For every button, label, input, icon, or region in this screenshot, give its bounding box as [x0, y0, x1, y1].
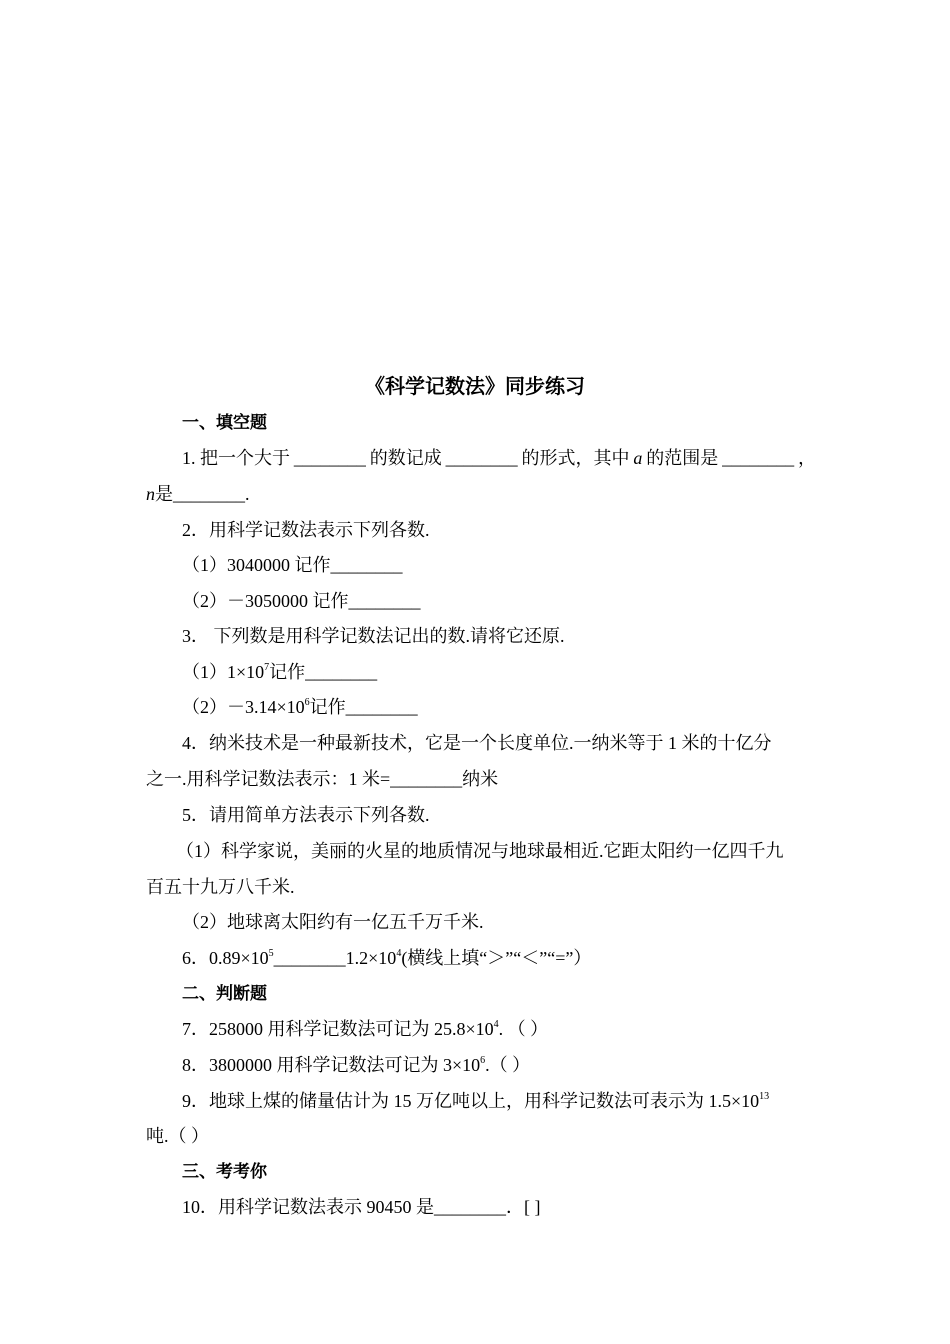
question-3-stem: 3． 下列数是用科学记数法记出的数.请将它还原.	[182, 626, 565, 646]
question-4-line-2: 之一.用科学记数法表示：1 米=________纳米	[146, 769, 499, 789]
question-10: 10．用科学记数法表示 90450 是________．[ ]	[182, 1197, 541, 1217]
question-6: 6．$0.89\times 10^5\_\_\_\_\_\_\_\_1.2\times 10^4$(横线上填“＞”“＜”“=”）	[182, 948, 592, 968]
question-3-item-1: $(1)1\times 10^7$记作________	[182, 662, 378, 682]
question-7: 7．258000 用科学记数法可记为 $25.8\times 10^4$. （ ）	[182, 1019, 549, 1039]
section-heading-challenge: 三、考考你	[182, 1162, 267, 1182]
question-1-line-2: n是________.	[146, 484, 250, 504]
question-8: 8．3800000 用科学记数法可记为 $3\times 10^6$.（ ）	[182, 1055, 531, 1075]
section-heading-fill-blank: 一、填空题	[182, 413, 267, 433]
question-9-line-2: 吨.（ ）	[146, 1126, 209, 1146]
question-2-stem: 2．用科学记数法表示下列各数.	[182, 520, 430, 540]
question-5-stem: 5．请用简单方法表示下列各数.	[182, 805, 430, 825]
question-2-item-2: （2）－3050000 记作________	[182, 591, 421, 611]
question-9-line-1: 9．地球上煤的储量估计为 15 万亿吨以上，用科学记数法可表示为 $1.5\times 10^{13}$	[182, 1091, 770, 1111]
question-5-item-1-line-1: （1）科学家说，美丽的火星的地质情况与地球最相近.它距太阳约一亿四千九	[176, 841, 784, 861]
section-heading-true-false: 二、判断题	[182, 984, 267, 1004]
question-5-item-1-line-2: 百五十九万八千米.	[146, 877, 295, 897]
question-1-line-1: 1. 把一个大于 ________ 的数记成 ________ 的形式，其中 a 的范围是 ________ ，	[182, 448, 816, 468]
question-3-item-2: $(2)-3.14\times 10^6$记作________	[182, 697, 418, 717]
question-2-item-1: （1）3040000 记作________	[182, 555, 403, 575]
question-4-line-1: 4．纳米技术是一种最新技术，它是一个长度单位.一纳米等于 1 米的十亿分	[182, 733, 772, 753]
question-5-item-2: （2）地球离太阳约有一亿五千万千米.	[182, 912, 484, 932]
page-title: 《科学记数法》同步练习	[365, 374, 585, 398]
